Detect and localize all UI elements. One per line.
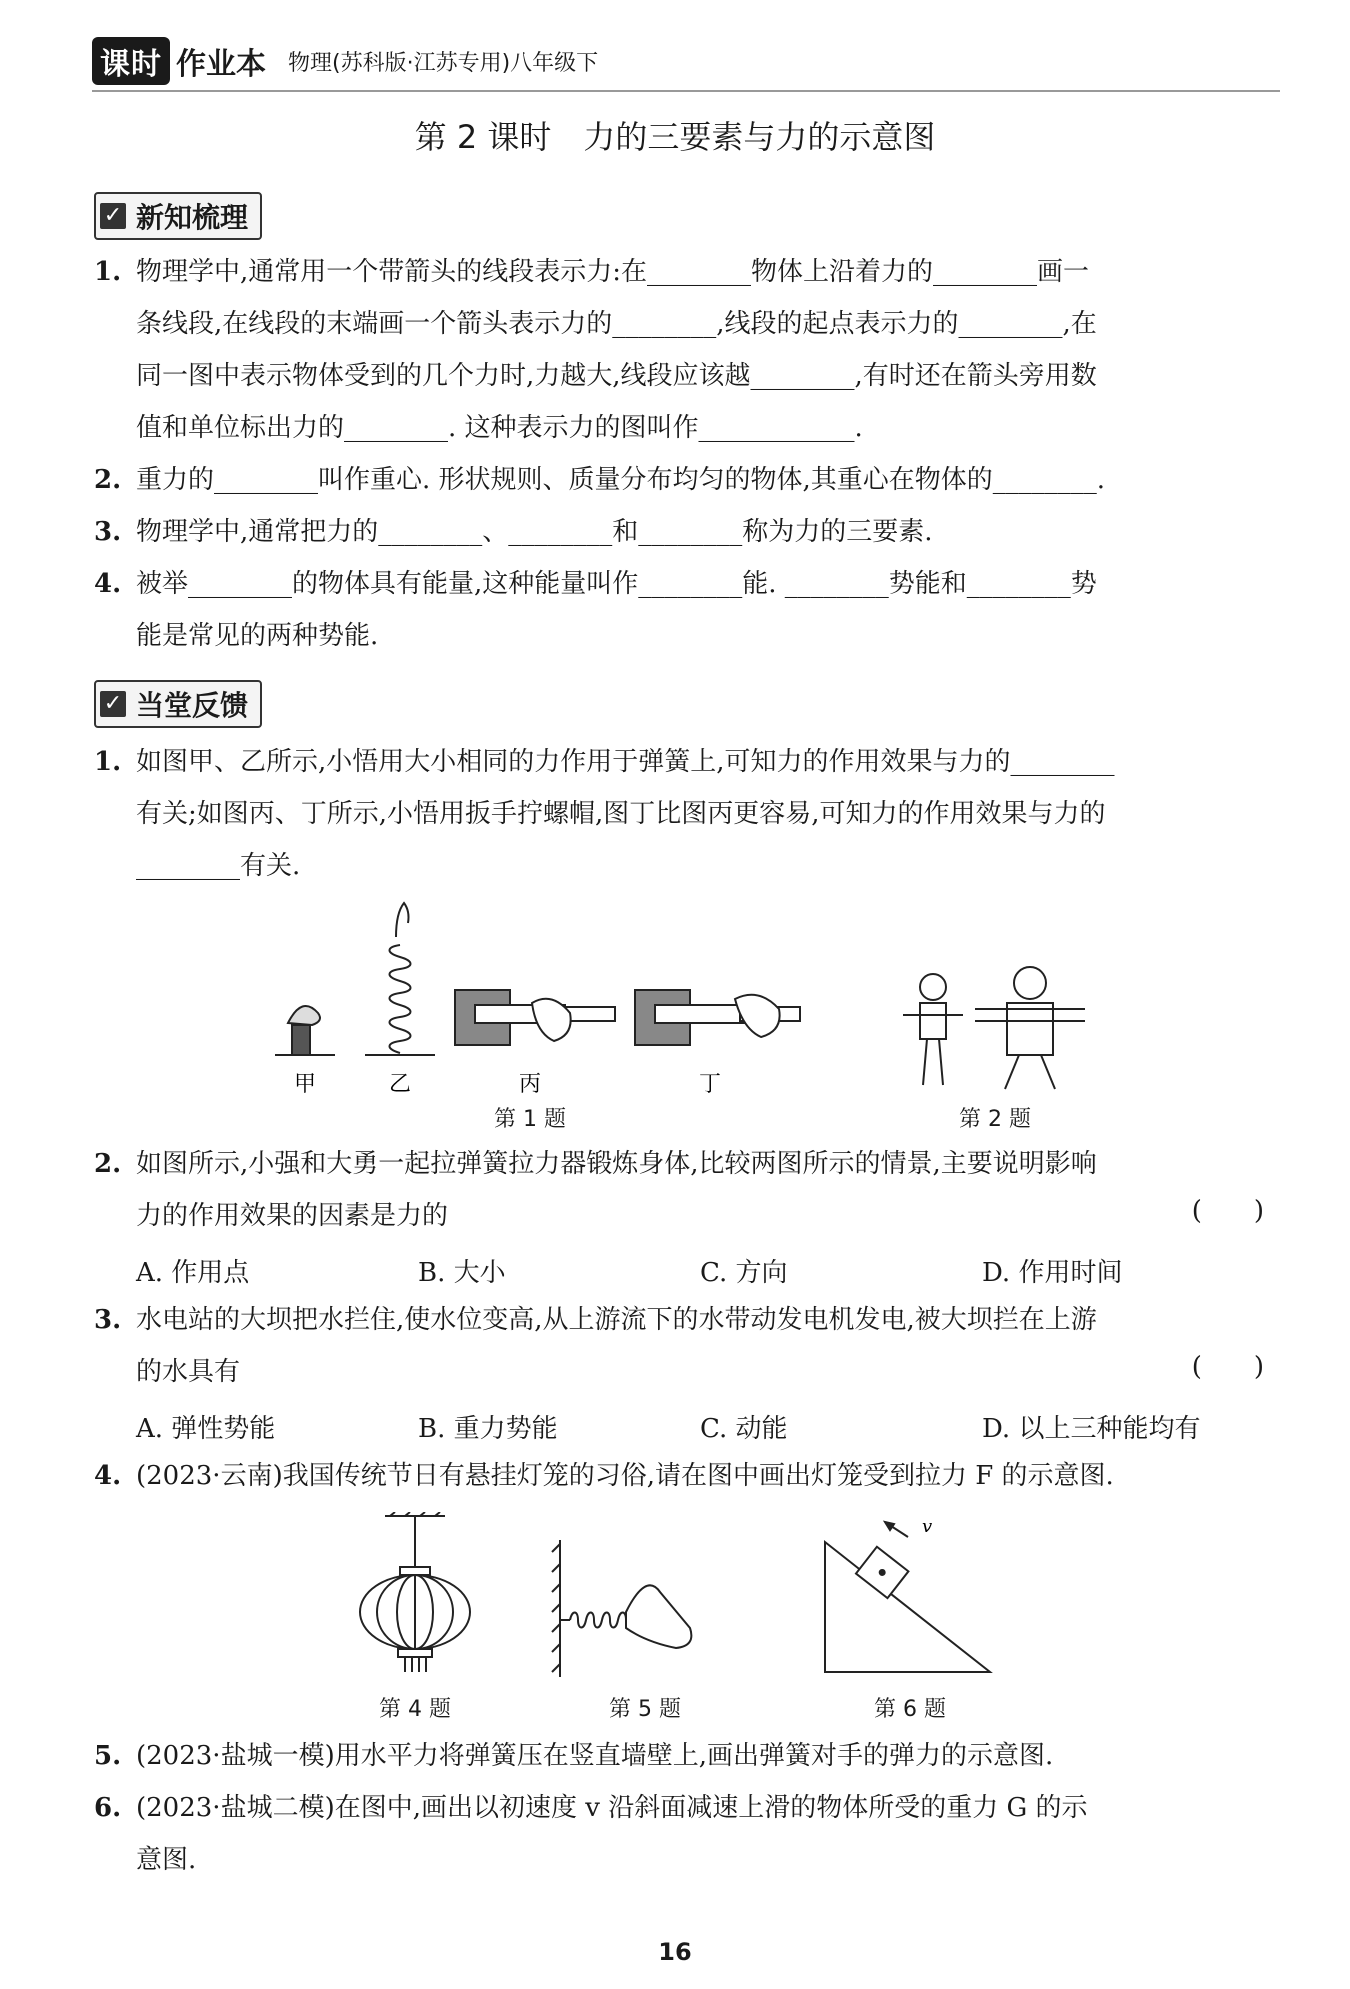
- choice-a[interactable]: A. 作用点: [136, 1258, 250, 1288]
- choice-b[interactable]: B. 大小: [418, 1258, 506, 1288]
- figure-label: 丁: [698, 1072, 722, 1095]
- brand-suffix: 作业本: [176, 47, 266, 82]
- question-line: ________有关.: [136, 851, 301, 881]
- question-number: 4.: [94, 569, 122, 599]
- choice-c[interactable]: C. 动能: [700, 1414, 788, 1444]
- figure-2: [895, 965, 1095, 1100]
- question-line: 被举________的物体具有能量,这种能量叫作________能. ________势能和________势: [136, 569, 1097, 599]
- question-number: 2.: [94, 465, 122, 495]
- knowledge-item-1: [94, 246, 1264, 454]
- figure-label: 乙: [388, 1072, 412, 1095]
- question-number: 3.: [94, 517, 122, 547]
- question-line: 有关;如图丙、丁所示,小悟用扳手拧螺帽,图丁比图丙更容易,可知力的作用效果与力的: [136, 799, 1106, 829]
- choice-d[interactable]: D. 以上三种能均有: [982, 1414, 1201, 1444]
- question-line: 值和单位标出力的________. 这种表示力的图叫作____________.: [136, 413, 863, 443]
- feedback-q5: [94, 1730, 1264, 1782]
- question-number: 2.: [94, 1149, 122, 1179]
- question-line: 能是常见的两种势能.: [136, 621, 379, 651]
- question-line: 重力的________叫作重心. 形状规则、质量分布均匀的物体,其重心在物体的________.: [136, 465, 1106, 495]
- figures-4-5-6: [350, 1512, 1010, 1687]
- spring-compressed-illustration: [275, 1006, 335, 1055]
- question-number: 1.: [94, 747, 122, 777]
- wrench-long-grip-illustration: [635, 990, 800, 1045]
- knowledge-item-4: [94, 558, 1264, 662]
- figure-caption: 第 1 题: [494, 1107, 566, 1132]
- section-feedback: [94, 680, 262, 728]
- question-line: 物理学中,通常用一个带箭头的线段表示力:在________物体上沿着力的________画一: [136, 257, 1090, 287]
- question-number: 1.: [94, 257, 122, 287]
- wrench-illustration: [455, 990, 615, 1045]
- choice-c[interactable]: C. 方向: [700, 1258, 788, 1288]
- feedback-q2: [94, 1138, 1264, 1242]
- section-title: 新知梳理: [136, 201, 249, 234]
- figure-caption: 第 4 题: [379, 1697, 451, 1722]
- child-with-expander-illustration: [903, 974, 963, 1085]
- question-line: 物理学中,通常把力的________、________和________称为力的三要素.: [136, 517, 933, 547]
- question-number: 6.: [94, 1793, 122, 1823]
- section-knowledge: [94, 192, 262, 240]
- figure-caption: 第 2 题: [959, 1107, 1031, 1132]
- feedback-q4: [94, 1450, 1264, 1502]
- question-line: 条线段,在线段的末端画一个箭头表示力的________,线段的起点表示力的________,在: [136, 309, 1097, 339]
- figure-1: [270, 895, 810, 1095]
- incline-block-illustration: [825, 1522, 990, 1672]
- figure-caption: 第 5 题: [609, 1697, 681, 1722]
- adult-with-expander-illustration: [975, 967, 1085, 1089]
- velocity-label: v: [922, 1516, 933, 1537]
- subject-label: 物理(苏科版·江苏专用)八年级下: [288, 50, 599, 76]
- choice-row: [136, 1252, 1266, 1289]
- knowledge-item-3: [94, 506, 1264, 558]
- lantern-illustration: [360, 1512, 470, 1672]
- question-line: (2023·盐城二模)在图中,画出以初速度 v 沿斜面减速上滑的物体所受的重力 G 的示: [136, 1793, 1088, 1823]
- figure-caption: 第 6 题: [874, 1697, 946, 1722]
- question-line: (2023·云南)我国传统节日有悬挂灯笼的习俗,请在图中画出灯笼受到拉力 F 的示意图.: [136, 1461, 1114, 1491]
- question-line: 如图所示,小强和大勇一起拉弹簧拉力器锻炼身体,比较两图所示的情景,主要说明影响: [136, 1149, 1097, 1179]
- checkbox-icon: ✓: [100, 203, 126, 229]
- spring-stretched-illustration: [365, 903, 435, 1055]
- section-title: 当堂反馈: [136, 689, 249, 722]
- question-line: 同一图中表示物体受到的几个力时,力越大,线段应该越________,有时还在箭头旁用数: [136, 361, 1097, 391]
- figure-label: 甲: [293, 1072, 317, 1095]
- figure-label: 丙: [518, 1072, 542, 1095]
- page-number: 16: [658, 1938, 692, 1966]
- choice-b[interactable]: B. 重力势能: [418, 1414, 558, 1444]
- question-number: 4.: [94, 1461, 122, 1491]
- checkbox-icon: ✓: [100, 691, 126, 717]
- feedback-q6: [94, 1782, 1264, 1886]
- header-divider: [92, 90, 1280, 92]
- choice-row: [136, 1408, 1266, 1445]
- question-line: 力的作用效果的因素是力的: [136, 1201, 449, 1231]
- question-number: 5.: [94, 1741, 122, 1771]
- question-line: 的水具有: [136, 1357, 241, 1387]
- feedback-q3: [94, 1294, 1264, 1398]
- answer-parentheses[interactable]: ( ): [1191, 1196, 1264, 1226]
- feedback-q1: [94, 736, 1264, 892]
- lesson-title: 第 2 课时 力的三要素与力的示意图: [414, 118, 936, 156]
- question-line: (2023·盐城一模)用水平力将弹簧压在竖直墙壁上,画出弹簧对手的弹力的示意图.: [136, 1741, 1054, 1771]
- answer-parentheses[interactable]: ( ): [1191, 1352, 1264, 1382]
- question-line: 水电站的大坝把水拦住,使水位变高,从上游流下的水带动发电机发电,被大坝拦在上游: [136, 1305, 1097, 1335]
- header: [92, 38, 598, 84]
- choice-d[interactable]: D. 作用时间: [982, 1258, 1123, 1288]
- question-line: 意图.: [136, 1845, 197, 1875]
- question-line: 如图甲、乙所示,小悟用大小相同的力作用于弹簧上,可知力的作用效果与力的________: [136, 747, 1115, 777]
- spring-wall-illustration: [552, 1540, 691, 1677]
- brand-logo: 课时: [92, 37, 170, 85]
- knowledge-item-2: [94, 454, 1264, 506]
- question-number: 3.: [94, 1305, 122, 1335]
- choice-a[interactable]: A. 弹性势能: [136, 1414, 276, 1444]
